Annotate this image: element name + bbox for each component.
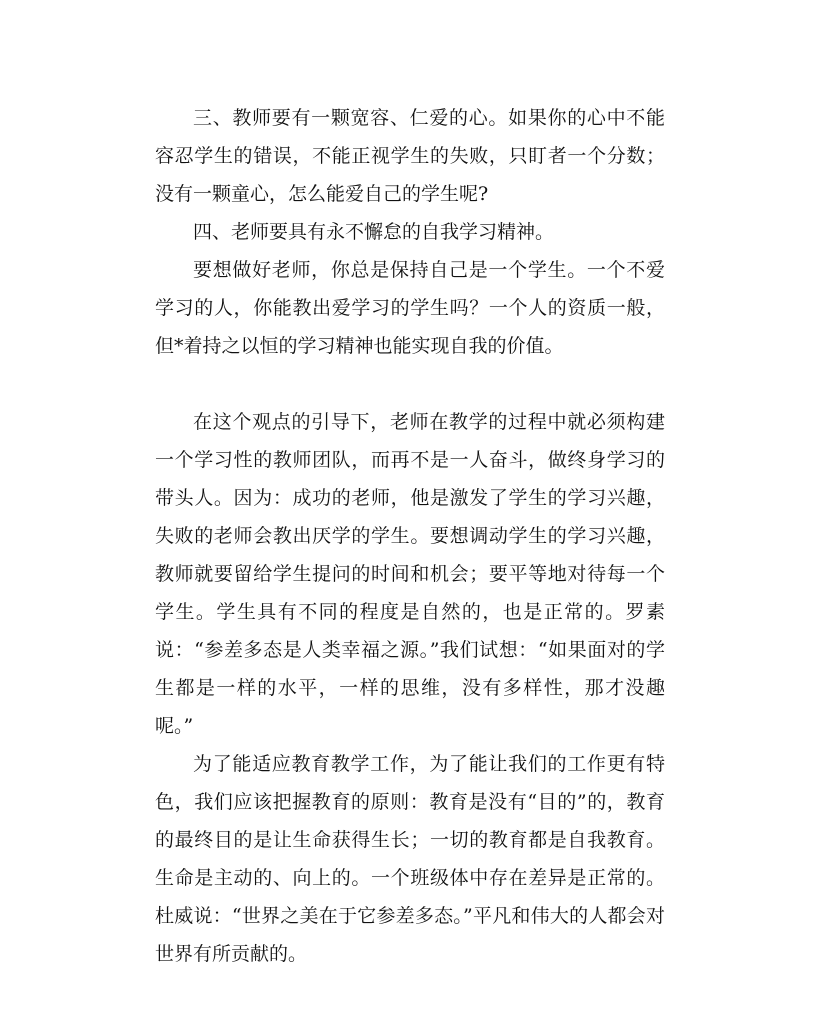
paragraph-self-learning-heading: 四、老师要具有永不懈怠的自我学习精神。 <box>193 221 555 243</box>
paragraph-gap <box>155 365 665 403</box>
paragraph-education-principles: 为了能适应教育教学工作，为了能让我们的工作更有特色，我们应该把握教育的原则：教育是没有“目的”的，教育的最终目的是让生命获得生长；一切的教育都是自我教育。生命是主动的、向上的。一个班级体中存在差异是正常的。杜威说：“世界之美在于它参差多态。”平凡和伟大的人都会对世界有所贡献的。 <box>155 753 665 965</box>
paragraph-be-a-student: 要想做好老师，你总是保持自己是一个学生。一个不爱学习的人，你能教出爱学习的学生吗？一个人的资质一般，但*着持之以恒的学习精神也能实现自我的价值。 <box>155 259 665 357</box>
paragraph-tolerance: 三、教师要有一颗宽容、仁爱的心。如果你的心中不能容忍学生的错误，不能正视学生的失败，只盯者一个分数；没有一颗童心，怎么能爱自己的学生呢? <box>155 107 665 205</box>
paragraph-learning-team: 在这个观点的引导下，老师在教学的过程中就必须构建一个学习性的教师团队，而再不是一人奋斗，做终身学习的带头人。因为：成功的老师，他是激发了学生的学习兴趣，失败的老师会教出厌学的学生。要想调动学生的学习兴趣，教师就要留给学生提问的时间和机会；要平等地对待每一个学生。学生具有不同的程度是自然的，也是正常的。罗素说：“参差多态是人类幸福之源。”我们试想：“如果面对的学生都是一样的水平，一样的思维，没有多样性，那才没趣呢。” <box>155 411 665 737</box>
document-body <box>155 99 665 973</box>
